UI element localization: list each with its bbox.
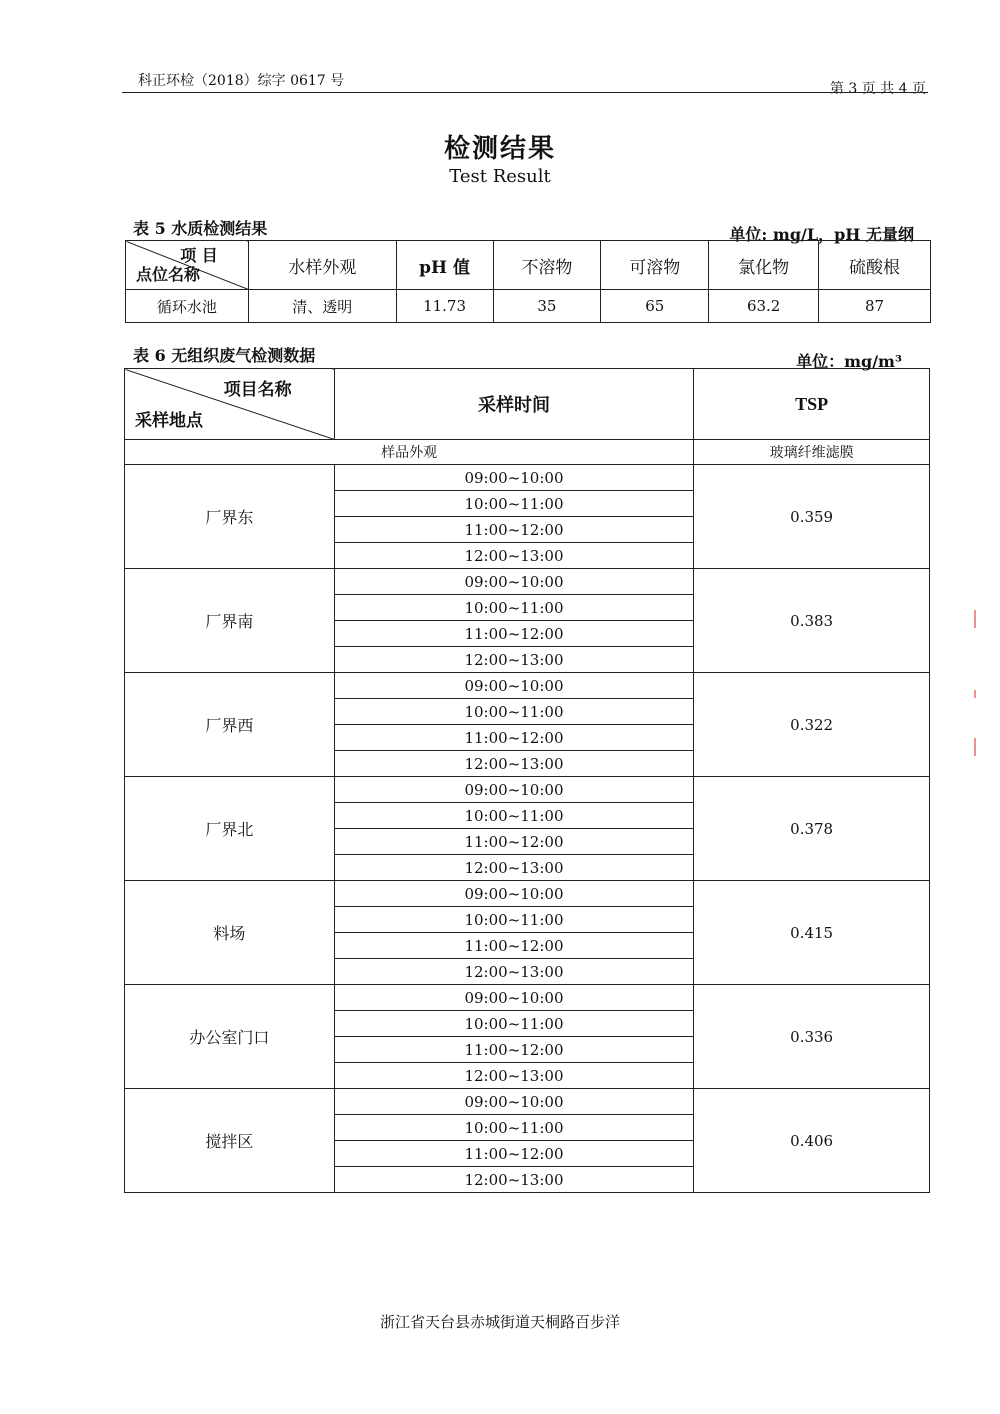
- table6-col-tsp: TSP: [694, 369, 930, 440]
- page-info: 第 3 页 共 4 页: [829, 81, 926, 97]
- table6-diag-bottom: 采样地点: [135, 411, 203, 431]
- sampling-time: 10:00~11:00: [334, 803, 694, 829]
- sampling-time: 11:00~12:00: [334, 621, 694, 647]
- table6-row: [125, 1089, 930, 1115]
- table6-diag-top: 项目名称: [223, 380, 292, 400]
- table5-cell: 11.73: [396, 290, 493, 323]
- tsp-value: 0.359: [694, 465, 930, 569]
- sampling-time: 11:00~12:00: [334, 517, 694, 543]
- sampling-point: 料场: [125, 881, 335, 985]
- table5-header-row: [126, 241, 931, 290]
- sampling-time: 12:00~13:00: [334, 1063, 694, 1089]
- table5-unit: 单位: mg/L，pH 无量纲: [729, 225, 914, 244]
- table5-col-header: pH 值: [396, 241, 493, 290]
- sampling-time: 09:00~10:00: [334, 985, 694, 1011]
- sampling-time: 09:00~10:00: [334, 673, 694, 699]
- sampling-time: 11:00~12:00: [334, 1037, 694, 1063]
- tsp-value: 0.378: [694, 777, 930, 881]
- table6-row: [125, 985, 930, 1011]
- tsp-value: 0.322: [694, 673, 930, 777]
- sampling-time: 09:00~10:00: [334, 1089, 694, 1115]
- sampling-time: 10:00~11:00: [334, 1115, 694, 1141]
- seal-mark: [974, 690, 982, 698]
- report-number: 科正环检（2018）综字 0617 号: [138, 73, 345, 89]
- table6-row: [125, 777, 930, 803]
- table5-diag-bottom: 点位名称: [136, 265, 201, 284]
- header-divider: [122, 92, 928, 93]
- appearance-value: 玻璃纤维滤膜: [694, 440, 930, 465]
- table5-cell: 63.2: [709, 290, 819, 323]
- sampling-time: 09:00~10:00: [334, 569, 694, 595]
- table5-col-header: 不溶物: [493, 241, 601, 290]
- table5-point: 循环水池: [126, 290, 249, 323]
- sampling-time: 09:00~10:00: [334, 465, 694, 491]
- appearance-label: 样品外观: [125, 440, 694, 465]
- table5-col-header: 水样外观: [248, 241, 396, 290]
- sampling-time: 11:00~12:00: [334, 1141, 694, 1167]
- table6-row: [125, 465, 930, 491]
- sampling-time: 10:00~11:00: [334, 907, 694, 933]
- sampling-time: 11:00~12:00: [334, 829, 694, 855]
- sampling-time: 12:00~13:00: [334, 751, 694, 777]
- table5-cell: 35: [493, 290, 601, 323]
- sampling-time: 12:00~13:00: [334, 959, 694, 985]
- table6-row: [125, 569, 930, 595]
- sampling-time: 12:00~13:00: [334, 1167, 694, 1193]
- sampling-time: 12:00~13:00: [334, 543, 694, 569]
- table6-appearance-row: [125, 440, 930, 465]
- table5-cell: 87: [819, 290, 931, 323]
- tsp-value: 0.383: [694, 569, 930, 673]
- page-subtitle: Test Result: [449, 166, 551, 187]
- sampling-time: 10:00~11:00: [334, 1011, 694, 1037]
- sampling-time: 09:00~10:00: [334, 881, 694, 907]
- sampling-point: 厂界西: [125, 673, 335, 777]
- sampling-time: 11:00~12:00: [334, 725, 694, 751]
- sampling-time: 11:00~12:00: [334, 933, 694, 959]
- table5-col-header: 氯化物: [709, 241, 819, 290]
- tsp-value: 0.415: [694, 881, 930, 985]
- sampling-time: 12:00~13:00: [334, 855, 694, 881]
- table5-cell: 65: [601, 290, 709, 323]
- fugitive-emission-table: [124, 368, 930, 1193]
- sampling-point: 厂界北: [125, 777, 335, 881]
- sampling-time: 09:00~10:00: [334, 777, 694, 803]
- table6-diagonal-header: [125, 369, 335, 440]
- table5-col-header: 可溶物: [601, 241, 709, 290]
- footer-address: 浙江省天台县赤城街道天桐路百步洋: [379, 1313, 620, 1331]
- table6-caption: 表 6 无组织废气检测数据: [133, 346, 316, 365]
- table5-cell: 清、透明: [248, 290, 396, 323]
- seal-mark: [974, 610, 982, 628]
- seal-mark: [974, 738, 982, 756]
- sampling-point: 办公室门口: [125, 985, 335, 1089]
- sampling-point: 厂界东: [125, 465, 335, 569]
- table5-col-header: 硫酸根: [819, 241, 931, 290]
- table5-data-row: [126, 290, 931, 323]
- table5-diagonal-header: [126, 241, 249, 290]
- table5-caption: 表 5 水质检测结果: [133, 219, 268, 238]
- sampling-time: 12:00~13:00: [334, 647, 694, 673]
- sampling-point: 搅拌区: [125, 1089, 335, 1193]
- table6-col-time: 采样时间: [334, 369, 694, 440]
- table6-unit: 单位：mg/m³: [796, 352, 902, 371]
- sampling-time: 10:00~11:00: [334, 595, 694, 621]
- sampling-point: 厂界南: [125, 569, 335, 673]
- tsp-value: 0.406: [694, 1089, 930, 1193]
- tsp-value: 0.336: [694, 985, 930, 1089]
- page-title: 检测结果: [443, 134, 556, 164]
- table6-row: [125, 673, 930, 699]
- table6-header-row: [125, 369, 930, 440]
- sampling-time: 10:00~11:00: [334, 699, 694, 725]
- table5-diag-top: 项 目: [180, 246, 218, 265]
- sampling-time: 10:00~11:00: [334, 491, 694, 517]
- water-quality-table: [125, 240, 931, 323]
- table6-row: [125, 881, 930, 907]
